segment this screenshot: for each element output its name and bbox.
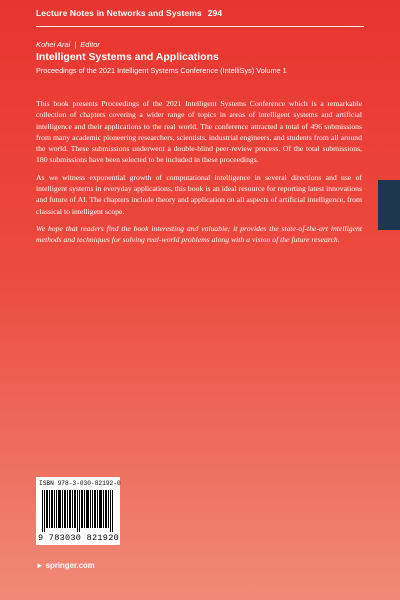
editor-line (36, 40, 100, 49)
series-line (36, 8, 222, 18)
publisher-link[interactable] (36, 561, 95, 570)
publisher-url: springer.com (45, 561, 95, 570)
header-rule (36, 26, 364, 27)
barcode-box (36, 477, 120, 545)
series-name: Lecture Notes in Networks and Systems (36, 8, 202, 18)
editor-name: Kohei Arai (36, 40, 71, 49)
book-title: Intelligent Systems and Applications (36, 51, 219, 63)
editor-role: Editor (80, 40, 100, 49)
book-subtitle: Proceedings of the 2021 Intelligent Systems Conference (IntelliSys) Volume 1 (36, 66, 287, 75)
description-paragraph-1: This book presents Proceedings of the 2021 Intelligent Systems Conference which is a remarkable collection of chapters covering a wider range of topics in areas of intelligent systems and artificial intelligence and their applications to the real world. The conference attracted a total of 496 submissions from many academic pioneering researchers, scientists, industrial engineers, and students from all around the world. These submissions underwent a double-blind peer-review process. Of the total submissions, 180 submissions have been selected to be included in these proceedings. (36, 99, 362, 165)
spine-color-tab (378, 180, 400, 230)
book-description (36, 98, 362, 252)
editor-separator: | (74, 40, 77, 49)
series-number: 294 (207, 8, 223, 18)
arrow-icon: ► (36, 561, 44, 570)
barcode-icon (42, 490, 114, 532)
description-paragraph-3: We hope that readers find the book interesting and valuable; it provides the state-of-the-art intelligent methods and techniques for solving real-world problems along with a vision of the future research. (36, 223, 362, 245)
description-paragraph-2: As we witness exponential growth of computational intelligence in several directions and use of intelligent systems in everyday applications, this book is an ideal resource for reporting latest innovations and future of AI. The chapters include theory and application on all aspects of artificial intelligence, from classical to intelligent scope. (36, 172, 362, 216)
isbn-label: ISBN 978-3-030-82192-0 (39, 480, 121, 487)
barcode-number: 9 783030 821920 (38, 533, 120, 543)
